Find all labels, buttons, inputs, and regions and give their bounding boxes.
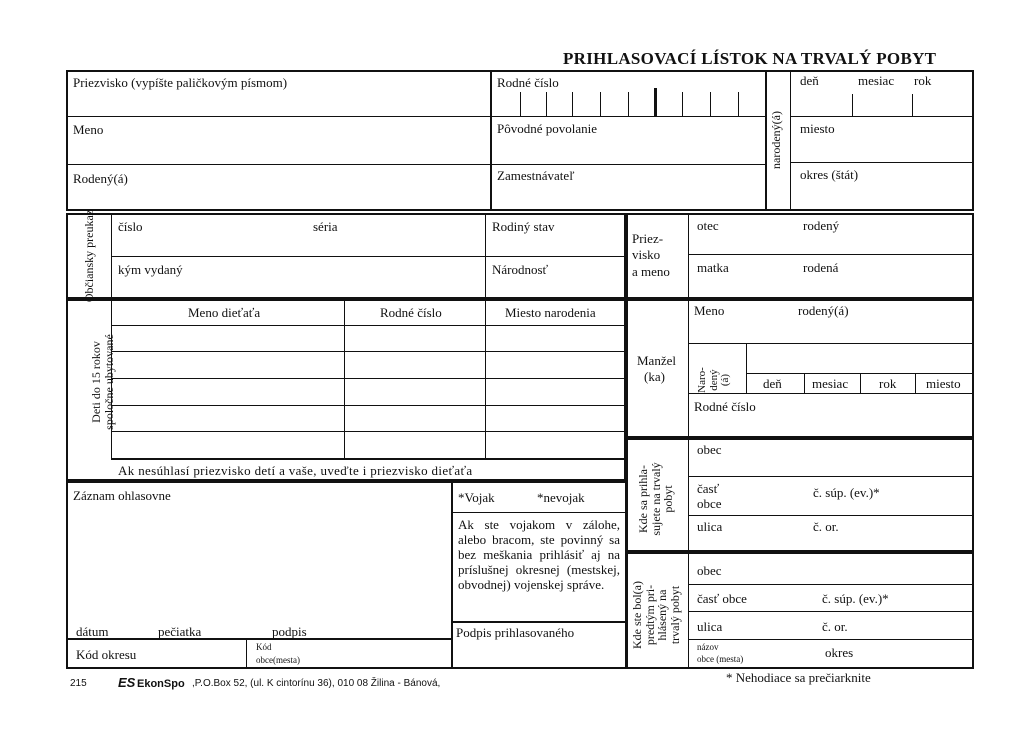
month-label: mesiac bbox=[858, 73, 895, 88]
spouse-name-label: Meno bbox=[694, 303, 725, 318]
previous-house-number-label: č. súp. (ev.)* bbox=[822, 591, 889, 606]
spouse-birth-number-label: Rodné číslo bbox=[694, 399, 756, 414]
spouse-label-2: (ka) bbox=[644, 369, 665, 384]
day-label: deň bbox=[800, 73, 819, 88]
municipality-name-label-2: obce (mesta) bbox=[697, 654, 744, 664]
spouse-born-vertical-label: Naro- dený (á) bbox=[696, 367, 732, 393]
section-new-address bbox=[626, 438, 974, 552]
municipality-code-label-2: obce(mesta) bbox=[256, 655, 300, 665]
street-number-label: č. or. bbox=[813, 519, 839, 534]
spouse-label-1: Manžel bbox=[637, 353, 676, 368]
publisher-name: EkonSpo bbox=[137, 678, 185, 690]
district-state-label: okres (štát) bbox=[800, 167, 859, 182]
municipality-name-label-1: názov bbox=[697, 642, 719, 652]
stamp-label: pečiatka bbox=[158, 624, 202, 639]
spouse-year-label: rok bbox=[879, 376, 897, 391]
born-vertical-label: narodený(á) bbox=[769, 111, 783, 169]
children-surname-note: Ak nesúhlasí priezvisko detí a vaše, uveďte i priezvisko dieťaťa bbox=[118, 463, 473, 478]
nationality-label: Národnosť bbox=[492, 262, 549, 277]
previous-street-label: ulica bbox=[697, 619, 723, 634]
municipality-code-label-1: Kód bbox=[256, 642, 272, 652]
child-name-header: Meno dieťaťa bbox=[188, 305, 261, 320]
section-parents bbox=[626, 213, 974, 299]
birthplace-label: miesto bbox=[800, 121, 835, 136]
spouse-month-label: mesiac bbox=[812, 376, 849, 391]
previous-street-number-label: č. or. bbox=[822, 619, 848, 634]
municipality-part-label-1: časť bbox=[697, 481, 720, 496]
year-label: rok bbox=[914, 73, 932, 88]
surname-label: Priezvisko (vypíšte paličkovým písmom) bbox=[73, 75, 288, 90]
mother-born-label: rodená bbox=[803, 260, 839, 275]
spouse-place-label: miesto bbox=[926, 376, 961, 391]
publisher-address: ,P.O.Box 52, (ul. K cintorínu 36), 010 08 Žilina - Bánová, bbox=[192, 678, 441, 689]
municipality-label: obec bbox=[697, 442, 722, 457]
id-series-label: séria bbox=[313, 219, 338, 234]
section-children bbox=[66, 299, 626, 481]
street-label: ulica bbox=[697, 519, 723, 534]
father-born-label: rodený bbox=[803, 218, 840, 233]
original-occupation-label: Pôvodné povolanie bbox=[497, 121, 598, 136]
mother-label: matka bbox=[697, 260, 729, 275]
applicant-signature-label: Podpis prihlasovaného bbox=[456, 625, 575, 640]
name-surname-label-2: visko bbox=[632, 247, 661, 262]
signature-label: podpis bbox=[272, 624, 307, 639]
previous-municipality-part-label: časť obce bbox=[697, 591, 747, 606]
maiden-name-label: Rodený(á) bbox=[73, 171, 128, 186]
child-birth-number-header: Rodné číslo bbox=[380, 305, 442, 320]
registry-record-label: Záznam ohlasovne bbox=[73, 488, 171, 503]
spouse-day-label: deň bbox=[763, 376, 782, 391]
section-registry-record bbox=[66, 481, 453, 669]
new-address-vertical-label: Kde sa prihla- sujete na trvalý pobyt bbox=[636, 462, 676, 536]
first-name-label: Meno bbox=[73, 122, 104, 137]
house-number-label: č. súp. (ev.)* bbox=[813, 485, 880, 500]
section-spouse bbox=[626, 299, 974, 438]
child-birthplace-header: Miesto narodenia bbox=[505, 305, 596, 320]
id-number-label: číslo bbox=[118, 219, 143, 234]
name-surname-label-1: Priez- bbox=[632, 231, 664, 246]
strike-out-note: * Nehodiace sa prečiarknite bbox=[726, 670, 871, 685]
date-label: dátum bbox=[76, 624, 109, 639]
marital-status-label: Rodiný stav bbox=[492, 219, 555, 234]
form-title: PRIHLASOVACÍ LÍSTOK NA TRVALÝ POBYT bbox=[563, 49, 937, 68]
district-code-label: Kód okresu bbox=[76, 647, 137, 662]
previous-address-vertical-label: Kde ste bol(a) predtým pri- hlásený na trvalý pobyt bbox=[630, 581, 682, 649]
father-label: otec bbox=[697, 218, 719, 233]
non-soldier-option: *nevojak bbox=[537, 490, 585, 505]
issued-by-label: kým vydaný bbox=[118, 262, 183, 277]
children-vertical-label: Deti do 15 rokov spoločne ubytované bbox=[89, 334, 116, 430]
municipality-part-label-2: obce bbox=[697, 496, 722, 511]
employer-label: Zamestnávateľ bbox=[497, 168, 575, 183]
soldier-option: *Vojak bbox=[458, 490, 495, 505]
spouse-born-label: rodený(á) bbox=[798, 303, 849, 318]
previous-municipality-label: obec bbox=[697, 563, 722, 578]
military-notice-text: Ak ste vojakom v zálohe, alebo bracom, ste povinný sa bez meškania prihlásiť aj na príslušnej okresnej (mestskej, obvodnej) vojenskej správe. bbox=[458, 517, 620, 592]
previous-district-label: okres bbox=[825, 645, 854, 660]
name-surname-label-3: a meno bbox=[632, 264, 670, 279]
birth-number-label: Rodné číslo bbox=[497, 75, 559, 90]
publisher-logo: ES bbox=[118, 675, 136, 690]
form-number: 215 bbox=[70, 678, 87, 689]
id-card-vertical-label: Občiansky preukaz bbox=[82, 209, 96, 303]
